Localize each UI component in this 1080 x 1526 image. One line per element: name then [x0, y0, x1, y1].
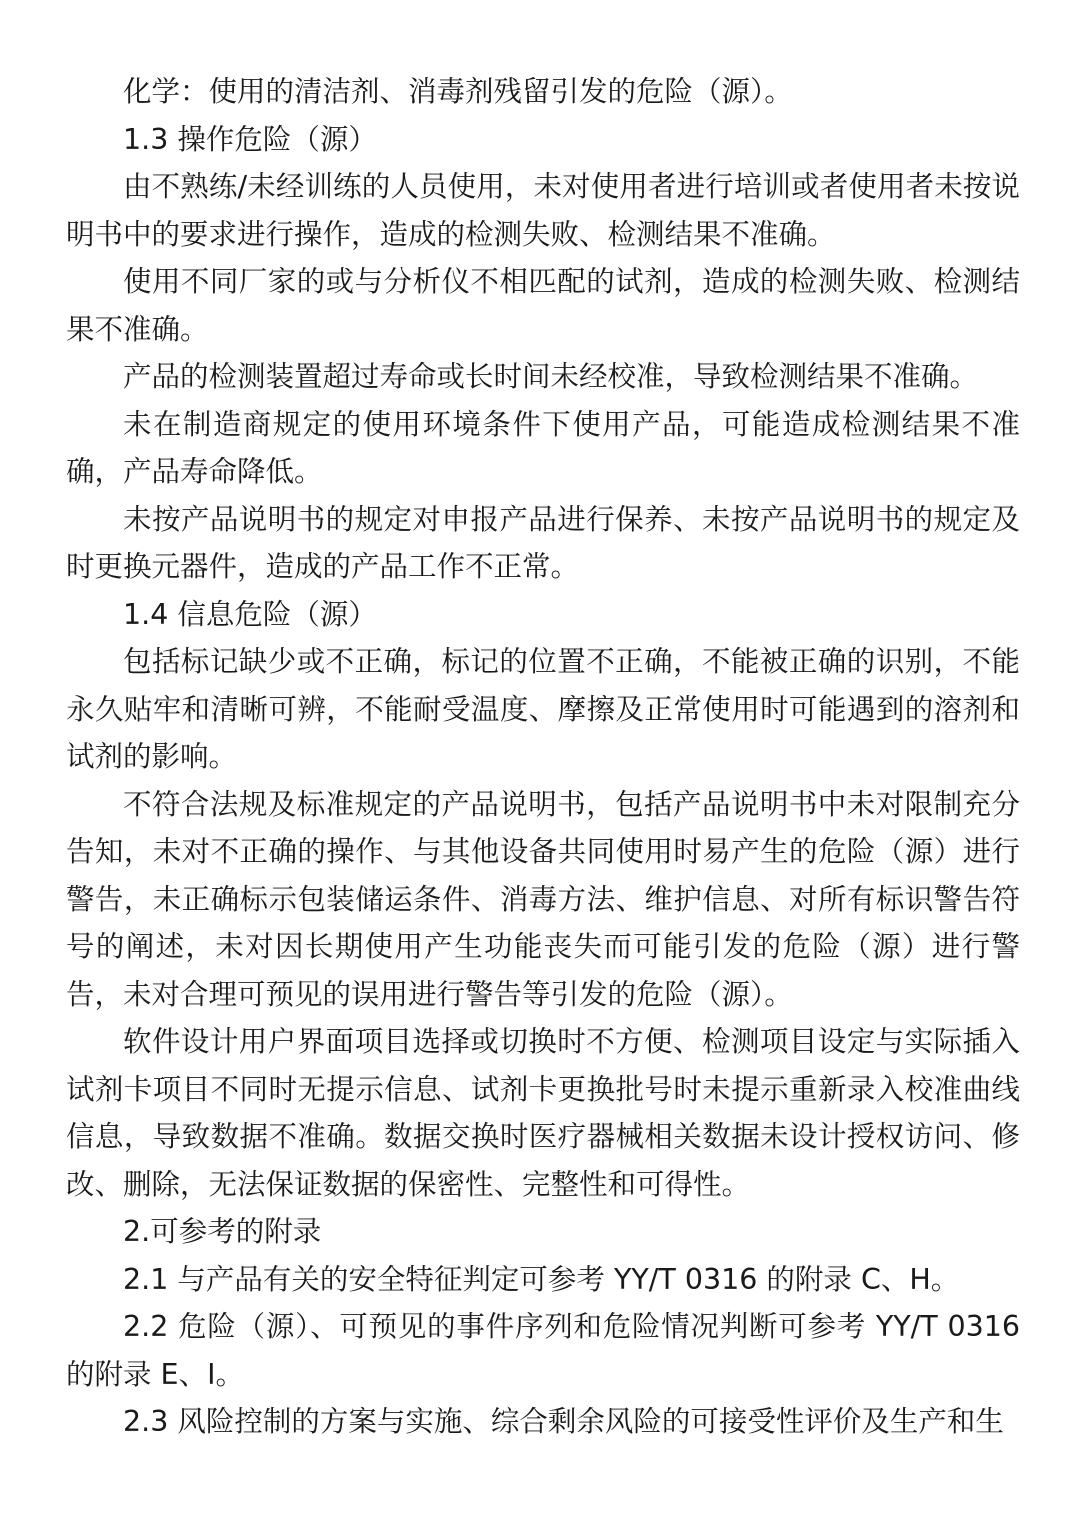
paragraph-instructions: 不符合法规及标准规定的产品说明书，包括产品说明书中未对限制充分告知，未对不正确的操作、与其他设备共同使用时易产生的危险（源）进行警告，未正确标示包装储运条件、消毒方法、维护信息、对所有标识警告符号的阐述，未对因长期使用产生功能丧失而可能引发的危险（源）进行警告，未对合理可预见的误用进行警告等引发的危险（源）。 — [66, 787, 1020, 1011]
paragraph-appendix-2-3: 2.3 风险控制的方案与实施、综合剩余风险的可接受性评价及生产和生 — [123, 1405, 1004, 1438]
paragraph-untrained-users: 由不熟练/未经训练的人员使用，未对使用者进行培训或者使用者未按说明书中的要求进行操作，造成的检测失败、检测结果不准确。 — [66, 170, 1020, 251]
paragraph-software-design: 软件设计用户界面项目选择或切换时不方便、检测项目设定与实际插入试剂卡项目不同时无提示信息、试剂卡更换批号时未提示重新录入校准曲线信息，导致数据不准确。数据交换时医疗器械相关数据未设计授权访问、修改、删除，无法保证数据的保密性、完整性和可得性。 — [66, 1025, 1020, 1201]
paragraph-labeling: 包括标记缺少或不正确，标记的位置不正确，不能被正确的识别，不能永久贴牢和清晰可辨，不能耐受温度、摩擦及正常使用时可能遇到的溶剂和试剂的影响。 — [66, 645, 1020, 773]
heading-information-hazard: 1.4 信息危险（源） — [123, 597, 377, 631]
heading-appendix: 2.可参考的附录 — [123, 1215, 322, 1248]
paragraph-appendix-2-1: 2.1 与产品有关的安全特征判定可参考 YY/T 0316 的附录 C、H。 — [123, 1262, 960, 1296]
paragraph-environment: 未在制造商规定的使用环境条件下使用产品，可能造成检测结果不准确，产品寿命降低。 — [66, 407, 1020, 488]
heading-operation-hazard: 1.3 操作危险（源） — [123, 122, 377, 156]
paragraph-maintenance: 未按产品说明书的规定对申报产品进行保养、未按产品说明书的规定及时更换元器件，造成的产品工作不正常。 — [66, 502, 1020, 583]
paragraph-mismatched-reagents: 使用不同厂家的或与分析仪不相匹配的试剂，造成的检测失败、检测结果不准确。 — [66, 265, 1020, 346]
paragraph-calibration: 产品的检测装置超过寿命或长时间未经校准，导致检测结果不准确。 — [123, 360, 979, 393]
paragraph-appendix-2-2: 2.2 危险（源）、可预见的事件序列和危险情况判断可参考 YY/T 0316 的附录 E、I。 — [66, 1310, 1020, 1391]
paragraph-chemical-hazard: 化学：使用的清洁剂、消毒剂残留引发的危险（源）。 — [123, 75, 793, 108]
